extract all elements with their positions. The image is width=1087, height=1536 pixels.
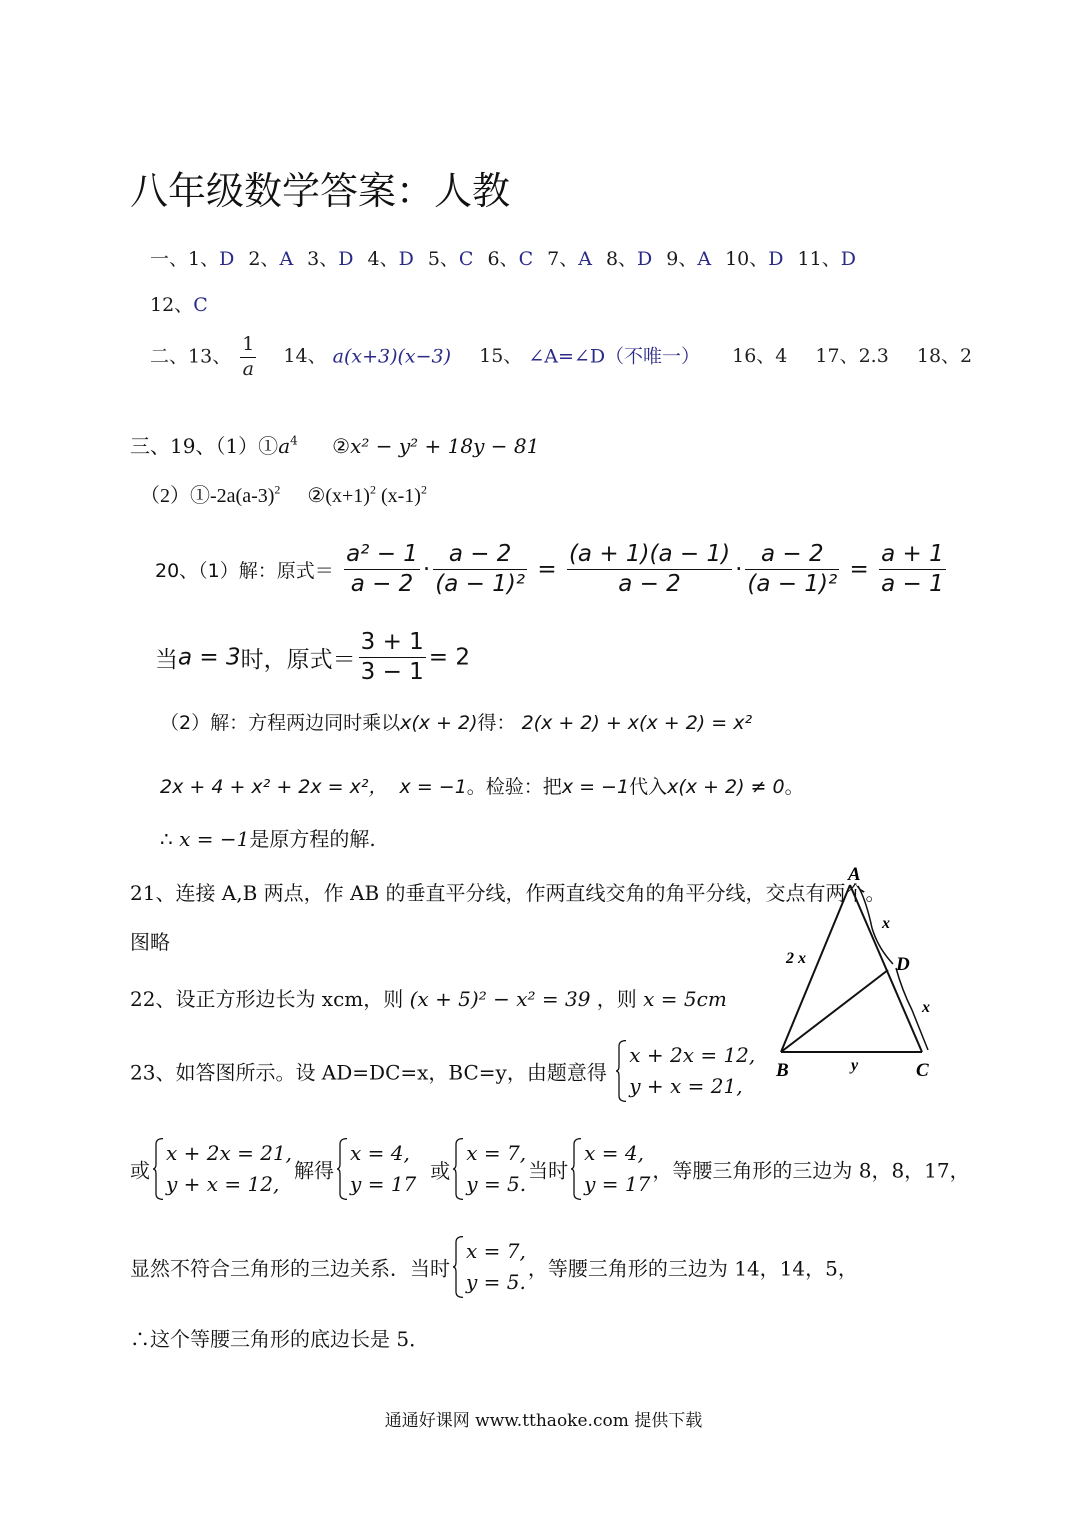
vertex-a-label: A bbox=[848, 864, 861, 885]
q20-eq2: = bbox=[849, 556, 869, 583]
q20-conclusion-sol: x = −1 bbox=[179, 827, 250, 851]
side-label-2x: 2 x bbox=[786, 950, 806, 967]
brace-icon bbox=[152, 1138, 164, 1200]
q20-substitution bbox=[155, 628, 470, 687]
q23-sys4-eq1: x = 7, bbox=[466, 1141, 527, 1165]
side-label-x-upper: x bbox=[882, 915, 890, 932]
answer-letter: A bbox=[578, 248, 592, 270]
edge-ac bbox=[850, 885, 922, 1052]
q20-p2-mid: 得： bbox=[477, 712, 516, 734]
footer-text: 通通好课网 www.tthaoke.com 提供下载 bbox=[384, 1411, 703, 1431]
q20-sub-mid: 时，原式＝ bbox=[240, 646, 356, 673]
q20-p2-check-value: x = −1 bbox=[561, 776, 630, 798]
q20-eq1: = bbox=[537, 556, 557, 583]
answer-number: 10、 bbox=[725, 248, 769, 270]
q20-f1-num: a² − 1 bbox=[344, 540, 420, 570]
q20-fraction2 bbox=[433, 540, 527, 599]
q20-part2-line2 bbox=[160, 772, 804, 799]
q23-or1: 或 bbox=[130, 1158, 150, 1183]
q20-part1 bbox=[155, 540, 949, 599]
q13-numerator: 1 bbox=[240, 333, 256, 358]
q19-mark4: ② bbox=[307, 485, 326, 507]
answer-number: 4、 bbox=[367, 248, 399, 270]
q20-part2-line1 bbox=[160, 708, 752, 735]
q19-answer4b: (x-1) bbox=[375, 485, 421, 507]
q14-label: 14、 bbox=[283, 345, 327, 368]
q23-system5 bbox=[570, 1138, 650, 1200]
q23-line3-text: 显然不符合三角形的三边关系．当时 bbox=[130, 1256, 450, 1281]
q23-sys5-eq1: x = 4, bbox=[584, 1141, 644, 1165]
q20-dot2: · bbox=[735, 556, 743, 583]
q23-sys1-eq1: x + 2x = 12, bbox=[629, 1043, 756, 1067]
q20-p2-solution: x = −1 bbox=[399, 776, 467, 798]
q20-dot1: · bbox=[422, 556, 431, 583]
q20-p2-expanded: 2x + 4 + x² + 2x = x²， bbox=[160, 776, 388, 798]
answer-letter: C bbox=[458, 248, 474, 270]
q19-answer3-exponent: 2 bbox=[274, 482, 281, 497]
q23-sys2-eq1: x + 2x = 21, bbox=[166, 1141, 293, 1165]
q23-conclusion: ∴这个等腰三角形的底边长是 5． bbox=[130, 1327, 430, 1351]
q20-f2-den: (a − 1)² bbox=[435, 570, 526, 597]
q23-system6 bbox=[452, 1236, 526, 1298]
side-label-x-lower: x bbox=[922, 999, 930, 1016]
q20-p2-check-sub: 代入 bbox=[629, 776, 668, 798]
q20-f2-num: a − 2 bbox=[433, 540, 527, 570]
answer-number: 9、 bbox=[666, 248, 698, 270]
q18-answer: 18、2 bbox=[916, 345, 973, 368]
q20-sub-prefix: 当 bbox=[155, 646, 178, 673]
answer-letter: D bbox=[768, 248, 784, 270]
q20-f3-num: (a + 1)(a − 1) bbox=[567, 540, 732, 570]
q20-p2-equation: 2(x + 2) + x(x + 2) = x² bbox=[521, 712, 753, 734]
q20-f3-den: a − 2 bbox=[618, 570, 681, 597]
q20-p2-mult: x(x + 2) bbox=[400, 712, 478, 734]
q19-answer3: -2a(a-3) bbox=[210, 485, 275, 507]
q22-line bbox=[130, 983, 727, 1012]
q20-sub-fraction bbox=[359, 628, 426, 687]
q19-line1 bbox=[130, 430, 539, 459]
q20-fraction3 bbox=[567, 540, 732, 599]
answer-number: 12、 bbox=[150, 294, 194, 316]
vertex-b-label: B bbox=[776, 1060, 789, 1081]
q19-answer4a-exponent: 2 bbox=[369, 482, 376, 497]
q15-answer: ∠A=∠D（不唯一） bbox=[528, 345, 701, 368]
q23-or2: 或 bbox=[430, 1158, 451, 1183]
answer-number: 11、 bbox=[797, 248, 841, 270]
vertex-d-label: D bbox=[896, 954, 910, 975]
answer-number: 7、 bbox=[547, 248, 579, 270]
brace-icon bbox=[452, 1236, 464, 1298]
answer-letter: D bbox=[398, 248, 414, 270]
answer-letter: D bbox=[338, 248, 354, 270]
q20-f1-den: a − 2 bbox=[350, 570, 414, 597]
triangle-figure bbox=[768, 860, 943, 1085]
q22-equation: (x + 5)² − x² = 39 bbox=[409, 987, 591, 1011]
q23-sys3-eq2: y = 17 bbox=[350, 1172, 417, 1196]
q20-f5-den: a − 1 bbox=[881, 570, 944, 597]
section1-prefix: 一、 bbox=[150, 248, 189, 270]
answer-number: 3、 bbox=[307, 248, 339, 270]
edge-ab bbox=[781, 885, 850, 1052]
therefore-symbol: ∴ bbox=[160, 827, 173, 851]
brace-icon bbox=[570, 1138, 582, 1200]
q20-p2-prefix: （2）解：方程两边同时乘以 bbox=[160, 712, 401, 734]
q19-answer4a: (x+1) bbox=[325, 485, 370, 507]
q23-system1 bbox=[615, 1040, 755, 1102]
q19-mark2: ② bbox=[332, 434, 351, 458]
page-title: 八年级数学答案：人教 bbox=[130, 169, 511, 213]
q20-sub-result: = 2 bbox=[428, 644, 471, 671]
q20-fraction4 bbox=[745, 540, 839, 599]
q19-line2 bbox=[140, 479, 427, 508]
q20-f4-den: (a − 1)² bbox=[747, 570, 838, 597]
answer-letter: C bbox=[518, 248, 534, 270]
q15-label: 15、 bbox=[479, 345, 523, 368]
q23-sys2-eq2: y + x = 12, bbox=[166, 1172, 280, 1196]
section1-line2 bbox=[150, 290, 208, 317]
vertex-c-label: C bbox=[916, 1060, 929, 1081]
q20-conclusion-text: 是原方程的解. bbox=[249, 827, 376, 851]
q21-note: 图略 bbox=[130, 930, 170, 954]
q23-line2 bbox=[130, 1138, 970, 1200]
answer-letter: D bbox=[219, 248, 235, 270]
q17-answer: 17、2.3 bbox=[815, 345, 889, 368]
q23-system2 bbox=[152, 1138, 292, 1200]
q23-line1 bbox=[130, 1040, 757, 1102]
section2-line bbox=[150, 333, 972, 382]
q23-system3 bbox=[336, 1138, 416, 1200]
q20-f5-num: a + 1 bbox=[879, 540, 946, 570]
q19-answer2: x² − y² + 18y − 81 bbox=[350, 434, 540, 458]
q19-answer1: a bbox=[278, 434, 291, 458]
brace-icon bbox=[336, 1138, 348, 1200]
answer-number: 6、 bbox=[487, 248, 519, 270]
q20-sub-num: 3 + 1 bbox=[359, 628, 426, 658]
q22-prefix: 22、设正方形边长为 xcm，则 bbox=[130, 987, 404, 1011]
q20-sub-cond: a = 3 bbox=[178, 644, 241, 671]
q13-fraction bbox=[240, 333, 256, 382]
q23-sys3-eq1: x = 4, bbox=[350, 1141, 410, 1165]
brace-icon bbox=[615, 1040, 627, 1102]
q23-sys6-eq2: y = 5. bbox=[466, 1270, 526, 1294]
answer-letter: D bbox=[840, 248, 856, 270]
q20-sub-den: 3 − 1 bbox=[360, 658, 424, 685]
answer-letter: A bbox=[279, 248, 294, 270]
q23-result1: ，等腰三角形的三边为 8，8，17， bbox=[652, 1158, 970, 1183]
q19-answer4b-exponent: 2 bbox=[420, 482, 427, 497]
answer-number: 8、 bbox=[605, 248, 638, 270]
q23-sys6-eq1: x = 7, bbox=[466, 1239, 526, 1263]
q19-prefix2: （2）① bbox=[140, 485, 210, 507]
q22-mid: ，则 bbox=[596, 987, 637, 1011]
side-label-y: y bbox=[851, 1057, 859, 1074]
q20-conclusion bbox=[160, 823, 376, 852]
q23-intro: 23、如答图所示。设 AD=DC=x，BC=y，由题意得 bbox=[130, 1060, 607, 1085]
answer-number: 2、 bbox=[248, 248, 280, 270]
answer-number: 1、 bbox=[188, 248, 220, 270]
section1-line1 bbox=[150, 244, 856, 271]
brace-icon bbox=[452, 1138, 464, 1200]
q23-result2: ，等腰三角形的三边为 14，14，5， bbox=[527, 1256, 858, 1281]
q22-result: x = 5cm bbox=[643, 987, 727, 1011]
q13-label: 13、 bbox=[188, 345, 232, 368]
answer-number: 5、 bbox=[427, 248, 459, 270]
q23-line3 bbox=[130, 1236, 858, 1298]
q20-p2-check-expr: x(x + 2) ≠ 0 bbox=[667, 776, 785, 798]
answer-letter: D bbox=[637, 248, 653, 270]
q23-sys5-eq2: y = 17 bbox=[584, 1172, 651, 1196]
q20-p2-period: 。 bbox=[784, 776, 804, 798]
answer-letter: C bbox=[193, 294, 208, 316]
answer-letter: A bbox=[697, 248, 712, 270]
q20-prefix: 20、（1）解：原式＝ bbox=[155, 559, 334, 582]
q23-sys1-eq2: y + x = 21, bbox=[629, 1074, 743, 1098]
q20-fraction5 bbox=[879, 540, 946, 599]
section2-prefix: 二、 bbox=[150, 345, 189, 368]
q20-f4-num: a − 2 bbox=[745, 540, 839, 570]
q13-denominator: a bbox=[242, 357, 254, 380]
q23-system4 bbox=[452, 1138, 526, 1200]
q23-solve: 解得 bbox=[294, 1158, 335, 1183]
q23-sys4-eq2: y = 5. bbox=[466, 1172, 527, 1196]
q19-prefix1: 三、19、（1）① bbox=[130, 434, 279, 458]
q21-text: 21、连接 A,B 两点，作 AB 的垂直平分线，作两直线交角的角平分线，交点有两个。 bbox=[130, 881, 886, 905]
q16-answer: 16、4 bbox=[732, 345, 788, 368]
q14-answer: a(x+3)(x−3) bbox=[332, 345, 452, 368]
q20-fraction1 bbox=[344, 540, 420, 599]
q23-when1: 当时 bbox=[528, 1158, 569, 1183]
q19-answer1-exponent: 4 bbox=[290, 433, 298, 448]
q20-p2-check: 。检验：把 bbox=[466, 776, 562, 798]
